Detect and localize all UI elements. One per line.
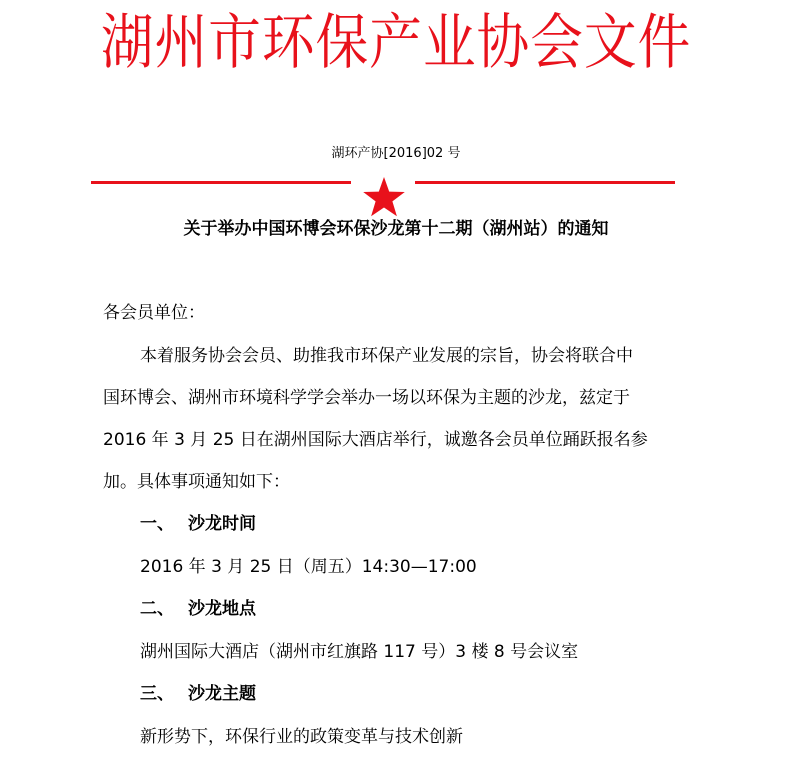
section-heading-text: 沙龙地点 (188, 599, 256, 619)
intro-line: 加。具体事项通知如下： (103, 472, 290, 492)
section-content-time: 2016 年 3 月 25 日（周五）14:30—17:00 (140, 557, 477, 577)
section-heading-time (140, 503, 256, 545)
red-rule-right (415, 181, 675, 184)
intro-line: 国环博会、湖州市环境科学学会举办一场以环保为主题的沙龙，兹定于 (103, 388, 630, 408)
section-heading-theme (140, 673, 256, 715)
section-heading-text: 沙龙时间 (188, 514, 256, 534)
salutation: 各会员单位： (103, 303, 205, 323)
section-content-theme: 新形势下，环保行业的政策变革与技术创新 (140, 727, 463, 747)
notice-title: 关于举办中国环博会环保沙龙第十二期（湖州站）的通知 (183, 219, 609, 239)
document-number: 湖环产协[2016]02 号 (331, 146, 461, 161)
red-rule-left (91, 181, 351, 184)
star-icon (362, 176, 406, 218)
section-heading-location (140, 588, 256, 630)
section-content-location: 湖州国际大酒店（湖州市红旗路 117 号）3 楼 8 号会议室 (140, 642, 579, 662)
intro-line: 2016 年 3 月 25 日在湖州国际大酒店举行，诚邀各会员单位踊跃报名参 (103, 430, 648, 450)
section-number: 二、 (140, 599, 174, 619)
section-number: 一、 (140, 514, 174, 534)
section-heading-text: 沙龙主题 (188, 684, 256, 704)
intro-line: 本着服务协会会员、助推我市环保产业发展的宗旨，协会将联合中 (140, 346, 633, 366)
section-number: 三、 (140, 684, 174, 704)
org-title: 湖州市环保产业协会文件 (100, 8, 692, 78)
